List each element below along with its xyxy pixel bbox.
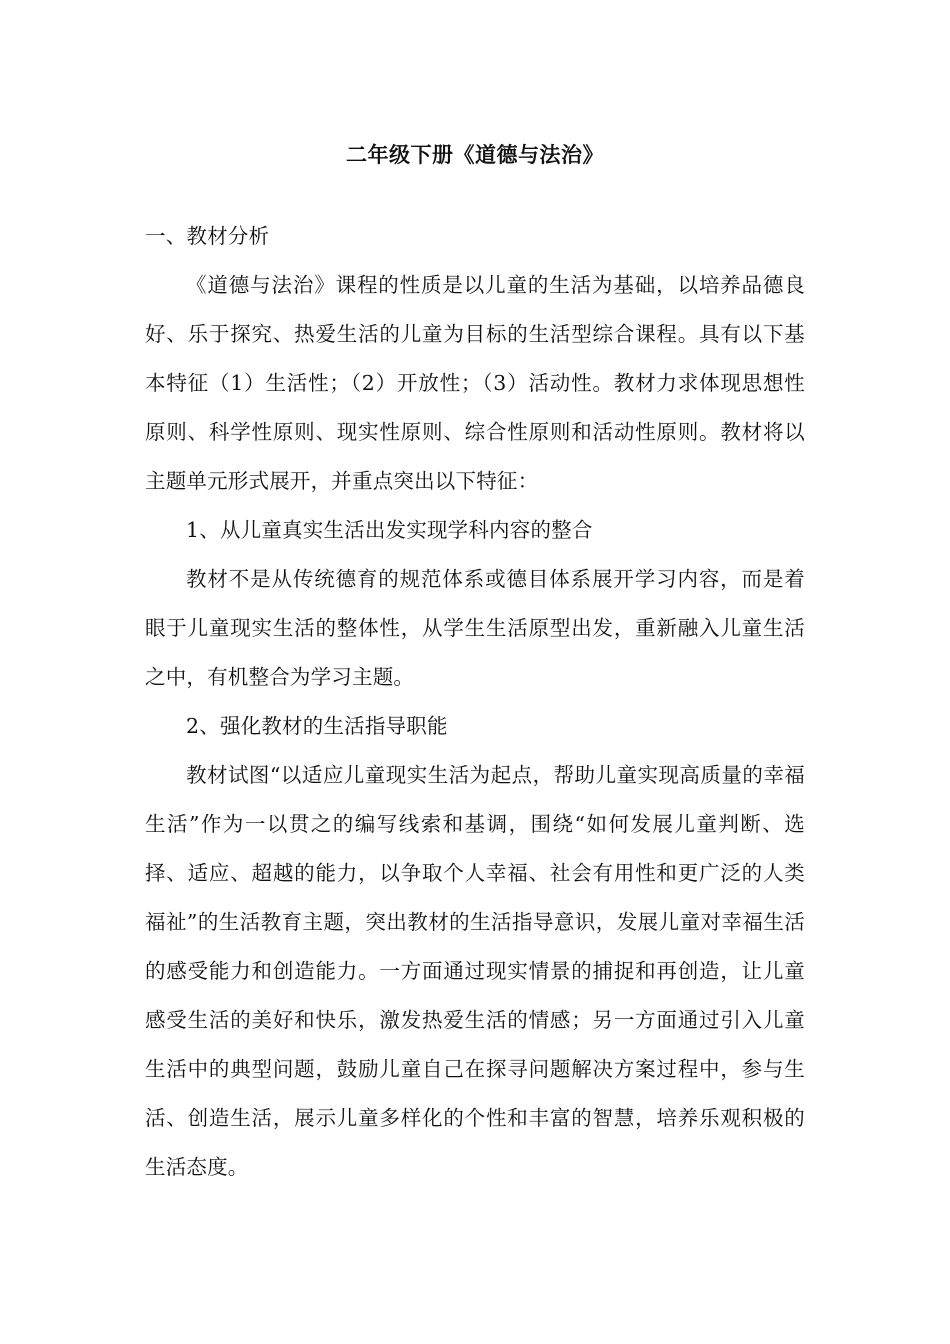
document-title: 二年级下册《道德与法治》 <box>346 142 604 167</box>
intro-paragraph: 《道德与法治》课程的性质是以儿童的生活为基础，以培养品德良好、乐于探究、热爱生活的儿童为目标的生活型综合课程。具有以下基本特征（1）生活性；（2）开放性；（3）活动性。教材力求体现思想性原则、科学性原则、现实性原则、综合性原则和活动性原则。教材将以主题单元形式展开，并重点突出以下特征： <box>145 273 805 493</box>
feature-2-heading: 2、强化教材的生活指导职能 <box>186 714 448 738</box>
document-body <box>145 138 805 1192</box>
section-heading: 一、教材分析 <box>145 224 270 248</box>
feature-1-heading: 1、从儿童真实生活出发实现学科内容的整合 <box>186 518 593 542</box>
feature-2-body: 教材试图“以适应儿童现实生活为起点，帮助儿童实现高质量的幸福生活”作为一以贯之的编写线索和基调，围绕“如何发展儿童判断、选择、适应、超越的能力，以争取个人幸福、社会有用性和更广泛的人类福祉”的生活教育主题，突出教材的生活指导意识，发展儿童对幸福生活的感受能力和创造能力。一方面通过现实情景的捕捉和再创造，让儿童感受生活的美好和快乐，激发热爱生活的情感；另一方面通过引入儿童生活中的典型问题，鼓励儿童自己在探寻问题解决方案过程中，参与生活、创造生活，展示儿童多样化的个性和丰富的智慧，培养乐观积极的生活态度。 <box>145 763 805 1179</box>
feature-1-body: 教材不是从传统德育的规范体系或德目体系展开学习内容，而是着眼于儿童现实生活的整体性，从学生生活原型出发，重新融入儿童生活之中，有机整合为学习主题。 <box>145 567 805 689</box>
